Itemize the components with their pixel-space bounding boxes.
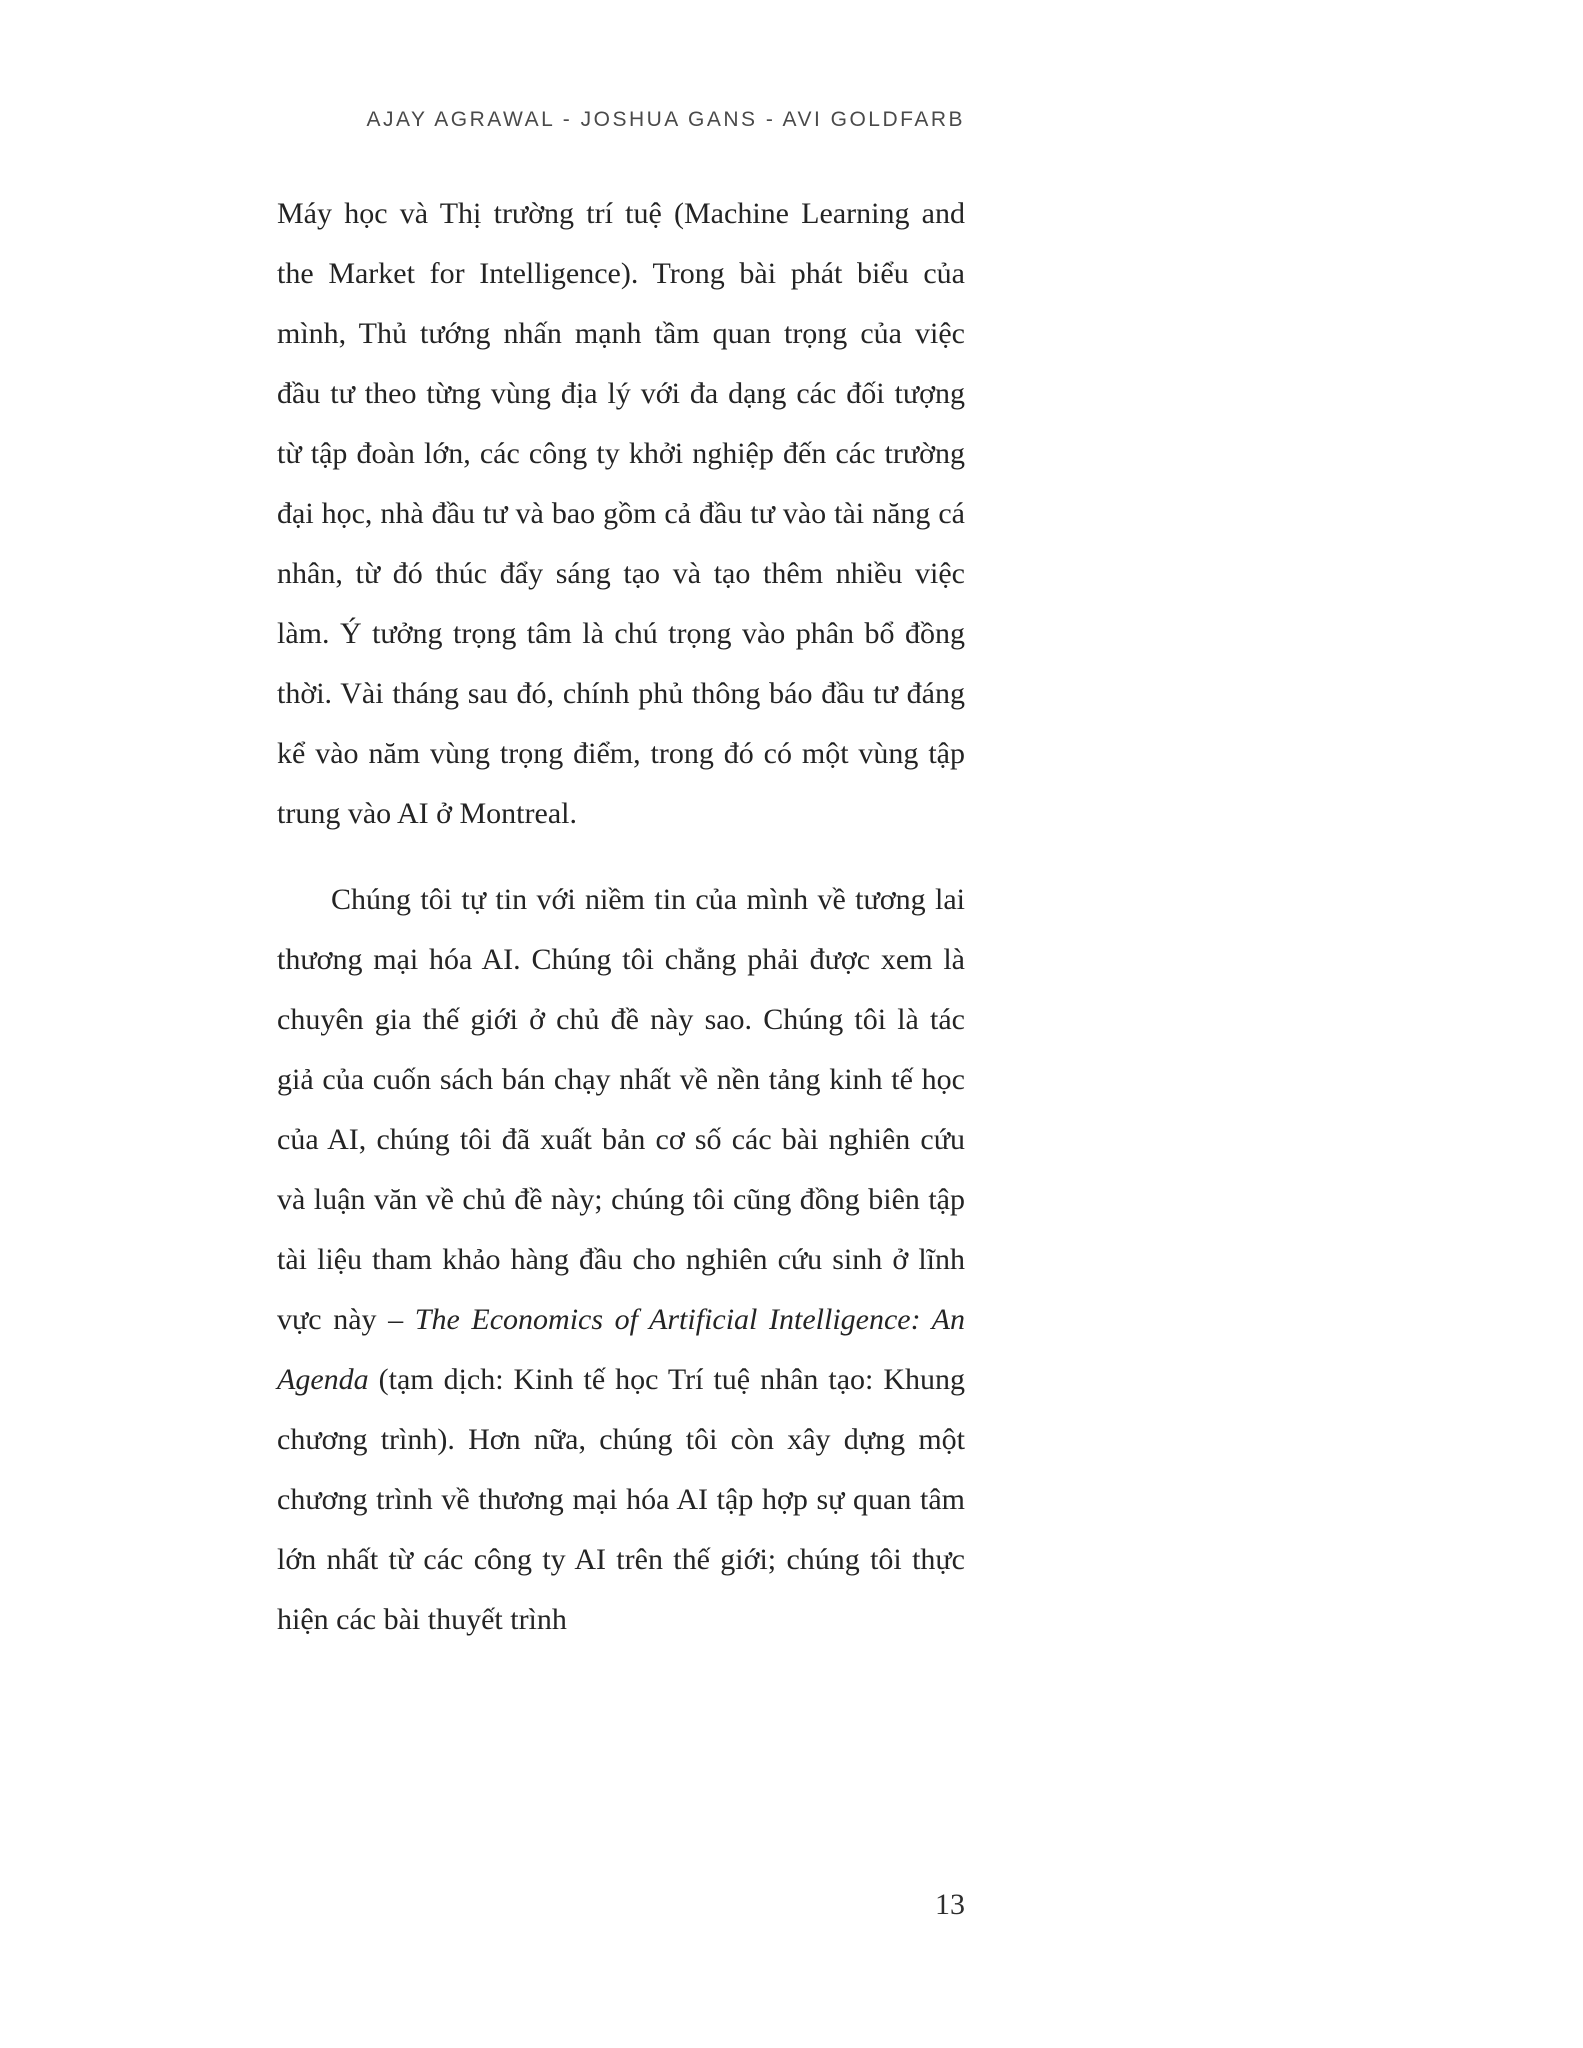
paragraph (277, 870, 965, 1650)
book-title-italic: The Economics of Artificial Intelligence: An Agenda (277, 1303, 965, 1396)
paragraph: Máy học và Thị trường trí tuệ (Machine Learning and the Market for Intelligence). Trong bài phát biểu của mình, Thủ tướng nhấn mạnh tầm quan trọng của việc đầu tư theo từng vùng địa lý với đa dạng các đối tượng từ tập đoàn lớn, các công ty khởi nghiệp đến các trường đại học, nhà đầu tư và bao gồm cả đầu tư vào tài năng cá nhân, từ đó thúc đẩy sáng tạo và tạo thêm nhiều việc làm. Ý tưởng trọng tâm là chú trọng vào phân bổ đồng thời. Vài tháng sau đó, chính phủ thông báo đầu tư đáng kể vào năm vùng trọng điểm, trong đó có một vùng tập trung vào AI ở Montreal. (277, 197, 965, 830)
paragraph-text: (tạm dịch: Kinh tế học Trí tuệ nhân tạo: Khung chương trình). Hơn nữa, chúng tôi còn xây dựng một chương trình về thương mại hóa AI tập hợp sự quan tâm lớn nhất từ các công ty AI trên thế giới; chúng tôi thực hiện các bài thuyết trình (277, 1363, 965, 1636)
paragraph-text: Chúng tôi tự tin với niềm tin của mình về tương lai thương mại hóa AI. Chúng tôi chẳng phải được xem là chuyên gia thế giới ở chủ đề này sao. Chúng tôi là tác giả của cuốn sách bán chạy nhất về nền tảng kinh tế học của AI, chúng tôi đã xuất bản cơ số các bài nghiên cứu và luận văn về chủ đề này; chúng tôi cũng đồng biên tập tài liệu tham khảo hàng đầu cho nghiên cứu sinh ở lĩnh vực này – (277, 883, 965, 1336)
body-text (277, 184, 965, 1650)
text-column (277, 108, 965, 1650)
page-number: 13 (935, 1888, 965, 1921)
running-header: AJAY AGRAWAL - JOSHUA GANS - AVI GOLDFARB (366, 108, 965, 131)
